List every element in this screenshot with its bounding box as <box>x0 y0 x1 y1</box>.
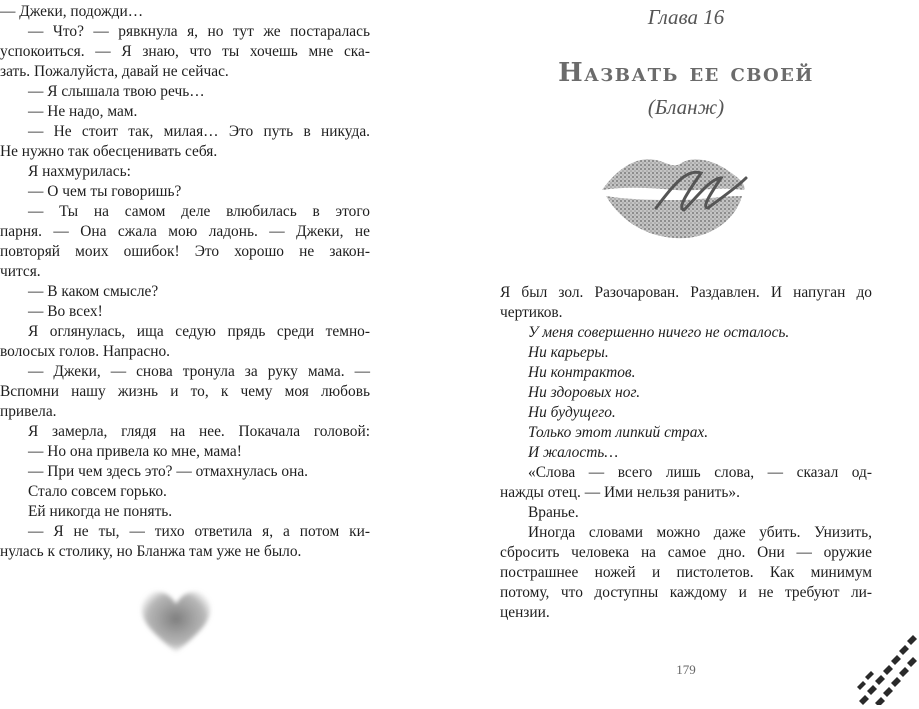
text-line: нулась к столику, но Бланжа там уже не было. <box>0 543 302 560</box>
text-line: повторяй моих ошибок! Это хорошо не закон- <box>0 243 370 260</box>
text-line: — Не надо, мам. <box>28 103 138 120</box>
text-line: Я замерла, глядя на нее. Покачала головой: <box>28 423 370 440</box>
text-line: пострашнее ножей и пистолетов. Как минимум <box>500 564 872 581</box>
text-line: — Но она привела ко мне, мама! <box>28 443 242 460</box>
page-number: 179 <box>676 662 696 677</box>
text-line: — Я не ты, — тихо ответила я, а потом ки- <box>28 523 370 540</box>
text-line: Иногда словами можно даже убить. Унизить, <box>528 524 872 541</box>
text-line: — Во всех! <box>28 303 103 320</box>
text-line: Не нужно так обесценивать себя. <box>0 143 218 160</box>
text-line: — При чем здесь это? — отмахнулась она. <box>28 463 309 480</box>
text-line: Ей никогда не понять. <box>28 503 173 520</box>
text-line: Ни карьеры. <box>528 344 609 361</box>
text-line: привела. <box>0 403 57 420</box>
text-line: потому, что доступны каждому и не требуют ли- <box>500 584 872 601</box>
text-line: У меня совершенно ничего не осталось. <box>528 324 790 341</box>
text-line: — Джеки, подожди… <box>0 3 144 20</box>
text-line: Вранье. <box>528 504 579 521</box>
text-line: Стало совсем горько. <box>28 483 167 500</box>
chapter-label: Глава 16 <box>647 5 725 29</box>
tire-track-icon <box>855 615 917 705</box>
text-line: волосых голов. Напрасно. <box>0 343 171 360</box>
text-line: — Я слышала твою речь… <box>28 83 205 100</box>
text-line: Вспомни нашу жизнь и то, к чему моя любовь <box>0 383 370 400</box>
text-line: Ни будущего. <box>528 404 616 421</box>
text-line: чертиков. <box>500 304 563 321</box>
text-line: Ни контрактов. <box>528 364 636 381</box>
text-line: Я оглянулась, ища седую прядь среди темно- <box>28 323 370 340</box>
text-line: Ни здоровых ног. <box>528 384 641 401</box>
text-line: — Ты на самом деле влюбилась в этого <box>28 203 370 220</box>
chapter-subtitle: (Бланж) <box>647 95 725 119</box>
text-line: Я нахмурилась: <box>28 163 131 180</box>
text-line: «Слова — всего лишь слова, — сказал од- <box>528 464 872 481</box>
text-line: сбросить человека на самое дно. Они — оружие <box>500 544 872 561</box>
text-line: — В каком смысле? <box>28 283 159 300</box>
text-line: чится. <box>0 263 41 280</box>
text-line: Я был зол. Разочарован. Раздавлен. И напуган до <box>500 284 872 301</box>
text-line: успокоиться. — Я знаю, что ты хочешь мне ска- <box>0 43 370 60</box>
heart-spray-icon <box>131 580 221 660</box>
text-line: парня. — Она сжала мою ладонь. — Джеки, не <box>0 223 370 240</box>
text-line: зать. Пожалуйста, давай не сейчас. <box>0 63 229 80</box>
text-line: цензии. <box>500 604 550 621</box>
text-line: — Не стоит так, милая… Это путь в никуда. <box>28 123 370 140</box>
text-line: — О чем ты говоришь? <box>28 183 182 200</box>
lips-kiss-print-icon <box>596 148 766 248</box>
text-line: нажды отец. — Ими нельзя ранить». <box>500 484 740 501</box>
chapter-title: Назвать ее своей <box>558 58 814 88</box>
text-line: — Джеки, — снова тронула за руку мама. — <box>28 363 370 380</box>
text-line: И жалость… <box>528 444 618 461</box>
text-line: — Что? — рявкнула я, но тут же постаралась <box>28 23 370 40</box>
text-line: Только этот липкий страх. <box>528 424 709 441</box>
